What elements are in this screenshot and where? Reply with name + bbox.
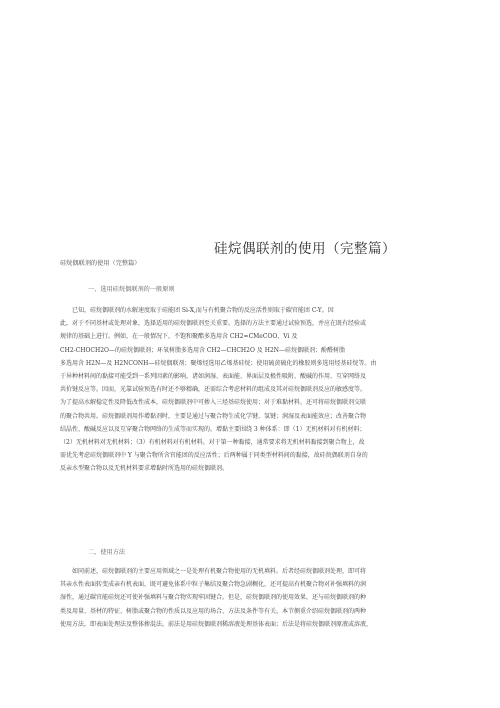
section-1-body <box>60 304 452 476</box>
paragraph-line: 多选用含 H2N—及 H2NCONH—硅烷偶联剂；聚烯烃选用乙烯基硅烷；使用硫黄硫化的橡胶则多选用烃基硅烷等。由 <box>60 359 377 367</box>
paragraph-line: 共价键反应等。因而，光靠试验预选有时还不够精确，还需综合考虑材料的组成及其对硅烷偶联剂反应的敏感度等。 <box>60 386 367 394</box>
paragraph-line: 类及用量、基材的特征、树脂或聚合物的性质以及应用的场合、方法及条件等有关。本节侧重介绍硅烷偶联剂的两种 <box>60 607 367 615</box>
paragraph-line: 湿性，通过碳官能硅烷还可使补强填料与聚合物实现牢固键合。但是，硅烷偶联剂的使用效果，还与硅烷偶联剂的种 <box>60 594 367 602</box>
section-2-body <box>60 565 452 631</box>
paragraph-line: 规律的基础上进行。例如，在一般情况下，不饱和聚酯多选用含 CH2=CMeCOO、Vi 及 <box>60 333 298 341</box>
paragraph-line: 已知，硅烷偶联剂的水解速度取于硅能团 Si-X,而与有机聚合物的反应活性则取于碳官能团 C-Y。因 <box>72 307 334 314</box>
paragraph-line: 如同前述，硅烷偶联剂的主要应用领域之一是处理有机聚合物使用的无机填料。后者经硅烷偶联剂处理，即可将 <box>72 568 367 575</box>
paragraph-line: 反亲水型聚合物以及无机材料要求增黏时所选用的硅烷偶联剂。 <box>60 465 229 473</box>
document-title: 硅烷偶联剂的使用（完整篇） <box>214 241 396 257</box>
paragraph-line: 使用方法，即表面处理法及整体掺混法。前法是用硅烷偶联剂稀溶液处理基体表面；后法是将硅烷偶联剂原液或溶液， <box>60 620 373 628</box>
paragraph-line: 于异种材料间的黏接可能受到一系列因素的影响，诸如润湿、表面能、界面层及极性吸附、酸碱的作用、互穿网络及 <box>60 373 367 381</box>
paragraph-line: 需优先考虑硅烷偶联剂中 Y 与聚合物所含官能团的反应活性；后两种属于同类型材料间的黏接，故硅烷偶联剂自身的 <box>60 452 368 460</box>
paragraph-line: CH2-CHOCH2O—的硅烷偶联剂；环氧树脂多选用含 CH2—CHCH2O 及 H2N—硅烷偶联剂；酚醛树脂 <box>60 346 346 354</box>
paragraph-line: 的聚合物共用。硅烷偶联剂用作增黏剂时，主要是通过与聚合物生成化学键、氢键；润湿及表面能效应；改善聚合物 <box>60 412 367 420</box>
paragraph-line: 其亲水性表面转变成亲有机表面，既可避免体系中粒子集结及聚合物急剧稠化，还可提高有机聚合物对补强填料的润 <box>60 581 367 589</box>
paragraph-line: 此，对于不同基材或处理对象，选择适用的硅烷偶联剂至关重要。选择的方法主要通过试验预选，并应在既有经验或 <box>60 320 367 328</box>
paragraph-line: 结晶性、酸碱反应以及互穿聚合物网络的生成等而实现的。增黏主要围绕 3 种体系：即（1）无机材料对有机材料； <box>60 425 366 433</box>
paragraph-line: （2）无机材料对无机材料；（3）有机材料对有机材料。对于第一种黏接，通常要求将无机材料黏接到聚合物上，故 <box>60 439 365 447</box>
document-subtitle: 硅烷偶联剂的使用（完整篇） <box>60 260 141 267</box>
paragraph-line: 为了提高水解稳定性及降低改性成本，硅烷偶联剂中可掺入三烃基硅烷使用；对于难黏材料，还可将硅烷偶联剂交联 <box>60 399 367 407</box>
section-2-heading: 二、使用方法 <box>88 549 126 556</box>
section-1-heading: 一、选用硅烷偶联剂的一般原则 <box>88 286 175 293</box>
